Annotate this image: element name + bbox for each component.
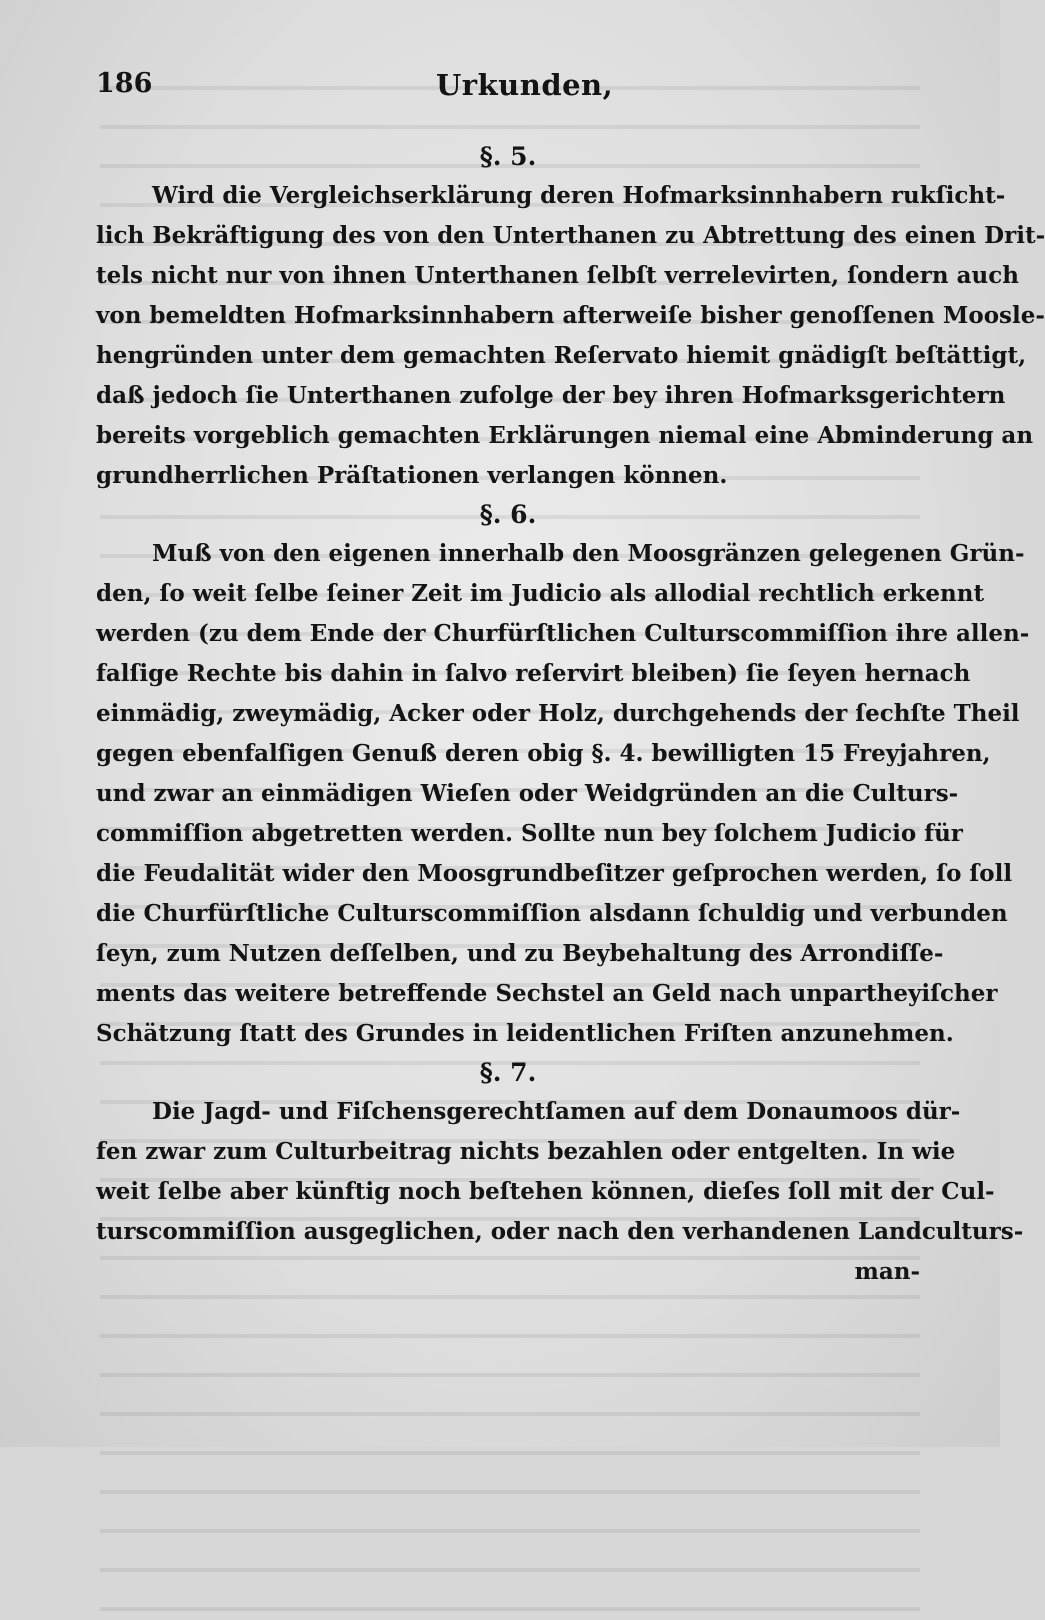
text-line: daß jedoch ſie Unterthanen zufolge der bey ihren Hofmarksgerichtern (96, 382, 1006, 409)
running-title: Urkunden, (436, 68, 614, 102)
body-text (96, 138, 1045, 1292)
text-line: Wird die Vergleichserklärung deren Hofmarksinnhabern rukſicht- (152, 182, 1006, 209)
section-heading: §. 6. (479, 500, 537, 529)
section-6 (96, 496, 1030, 1054)
page-header (96, 68, 920, 108)
text-line: gegen ebenfalſigen Genuß deren obig §. 4. bewilligten 15 Freyjahren, (96, 740, 991, 767)
text-line: weit ſelbe aber künftig noch beſtehen können, dieſes ſoll mit der Cul- (96, 1178, 995, 1205)
text-line: den, ſo weit ſelbe ſeiner Zeit im Judicio als allodial rechtlich erkennt (96, 580, 985, 607)
text-line: lich Bekräftigung des von den Unterthanen zu Abtrettung des einen Drit- (96, 222, 1045, 249)
page-number: 186 (96, 68, 153, 99)
text-line: ments das weitere betreffende Sechstel an Geld nach unpartheyiſcher (96, 980, 998, 1007)
text-line: ſeyn, zum Nutzen deſſelben, und zu Beybehaltung des Arrondiſſe- (96, 940, 944, 967)
section-heading: §. 5. (479, 142, 537, 171)
text-line: hengründen unter dem gemachten Reſervato hiemit gnädigſt beſtättigt, (96, 342, 1027, 369)
section-heading: §. 7. (479, 1058, 537, 1087)
text-line: fen zwar zum Culturbeitrag nichts bezahlen oder entgelten. In wie (96, 1138, 956, 1165)
text-line: die Churfürſtliche Culturscommiſſion alsdann ſchuldig und verbunden (96, 900, 1008, 927)
text-line: turscommiſſion ausgeglichen, oder nach den verhandenen Landculturs- (96, 1218, 1024, 1245)
text-line: tels nicht nur von ihnen Unterthanen ſelbſt verrelevirten, ſondern auch (96, 262, 1019, 289)
text-line: Schätzung ſtatt des Grundes in leidentlichen Friſten anzunehmen. (96, 1020, 954, 1047)
text-line: werden (zu dem Ende der Churfürſtlichen Culturscommiſſion ihre allen- (96, 620, 1030, 647)
text-line: einmädig, zweymädig, Acker oder Holz, durchgehends der ſechſte Theil (96, 700, 1020, 727)
catchword: man- (854, 1258, 920, 1285)
text-line: grundherrlichen Präſtationen verlangen können. (96, 462, 728, 489)
text-line: Die Jagd- und Fiſchensgerechtſamen auf dem Donaumoos dür- (152, 1098, 961, 1125)
text-line: und zwar an einmädigen Wieſen oder Weidgründen an die Culturs- (96, 780, 959, 807)
text-line: Muß von den eigenen innerhalb den Moosgränzen gelegenen Grün- (152, 540, 1025, 567)
text-line: von bemeldten Hofmarksinnhabern afterweiſe bisher genoſſenen Moosle- (96, 302, 1045, 329)
text-line: die Feudalität wider den Moosgrundbeſitzer geſprochen werden, ſo ſoll (96, 860, 1013, 887)
text-line: commiſſion abgetretten werden. Sollte nun bey ſolchem Judicio für (96, 820, 963, 847)
section-7 (96, 1054, 1024, 1252)
section-5 (96, 138, 1045, 496)
text-line: falſige Rechte bis dahin in ſalvo reſervirt bleiben) ſie ſeyen hernach (96, 660, 971, 687)
text-line: bereits vorgeblich gemachten Erklärungen niemal eine Abminderung an (96, 422, 1034, 449)
